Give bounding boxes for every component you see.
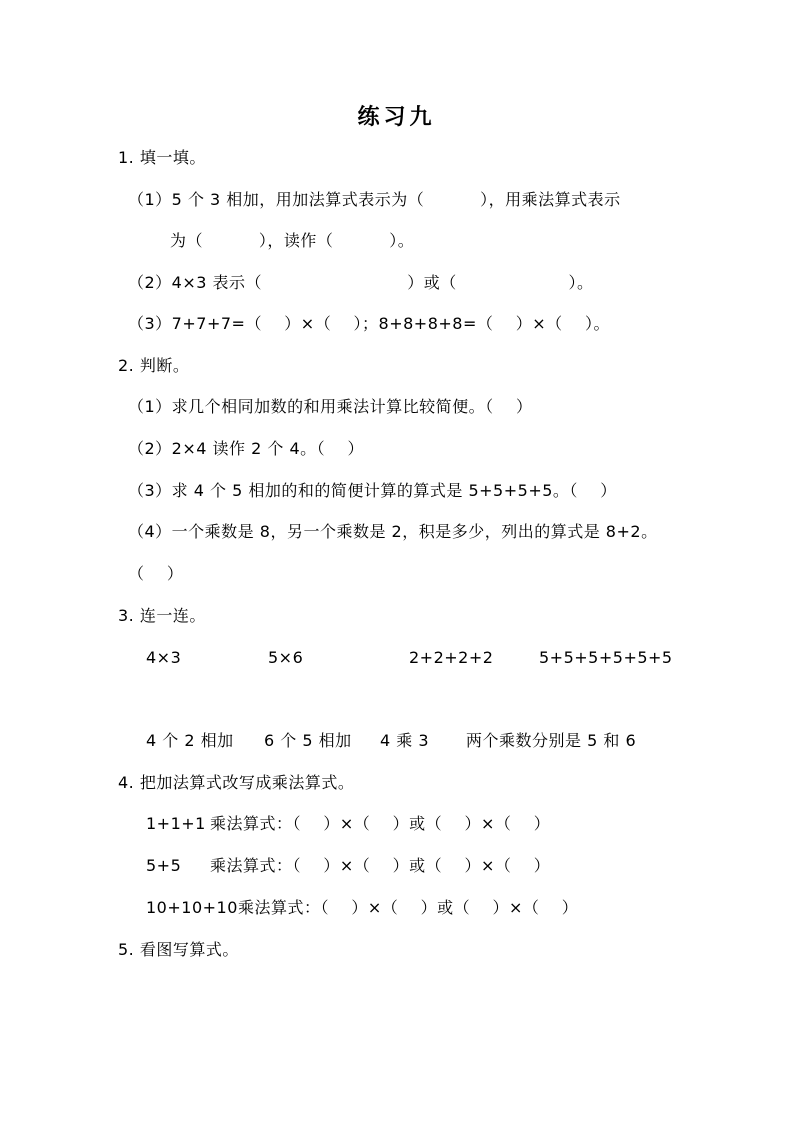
q3-bottom-item: 4 乘 3 (380, 731, 430, 750)
q3-heading: 3. 连一连。 (118, 606, 206, 625)
q3-bottom-item: 6 个 5 相加 (264, 731, 352, 750)
q2-item3: （3）求 4 个 5 相加的和的简便计算的算式是 5+5+5+5。（ ） (128, 481, 617, 500)
q4-row-expression: 1+1+1 (146, 814, 206, 833)
q2-item2: （2）2×4 读作 2 个 4。（ ） (128, 439, 364, 458)
q1-item1-line1: （1）5 个 3 相加，用加法算式表示为（ ），用乘法算式表示 (128, 190, 621, 209)
q4-row-answer: 乘法算式：（ ）×（ ）或（ ）×（ ） (210, 856, 551, 875)
q2-heading: 2. 判断。 (118, 356, 190, 375)
q4-row-answer: 乘法算式：（ ）×（ ）或（ ）×（ ） (210, 814, 551, 833)
q3-top-item: 2+2+2+2 (409, 648, 494, 667)
q5-heading: 5. 看图写算式。 (118, 940, 239, 959)
q3-bottom-item: 4 个 2 相加 (146, 731, 234, 750)
q3-bottom-item: 两个乘数分别是 5 和 6 (466, 731, 637, 750)
q3-top-item: 4×3 (146, 648, 182, 667)
q4-row-expression: 5+5 (146, 856, 182, 875)
q2-item4-line1: （4）一个乘数是 8，另一个乘数是 2，积是多少，列出的算式是 8+2。 (128, 522, 658, 541)
q2-item4-line2: （ ） (128, 564, 184, 583)
q1-heading: 1. 填一填。 (118, 148, 206, 167)
q3-top-item: 5+5+5+5+5+5 (539, 648, 673, 667)
q1-item2: （2）4×3 表示（ ）或（ ）。 (128, 273, 594, 292)
q1-item3: （3）7+7+7=（ ）×（ ）；8+8+8+8=（ ）×（ ）。 (128, 314, 610, 333)
q2-item1: （1）求几个相同加数的和用乘法计算比较简便。（ ） (128, 397, 533, 416)
q4-heading: 4. 把加法算式改写成乘法算式。 (118, 773, 355, 792)
q4-row-answer: 乘法算式：（ ）×（ ）或（ ）×（ ） (238, 898, 579, 917)
page-title: 练习九 (357, 105, 436, 130)
q3-top-item: 5×6 (268, 648, 304, 667)
q4-row-expression: 10+10+10 (146, 898, 238, 917)
q1-item1-line2: 为（ ），读作（ ）。 (170, 231, 415, 250)
